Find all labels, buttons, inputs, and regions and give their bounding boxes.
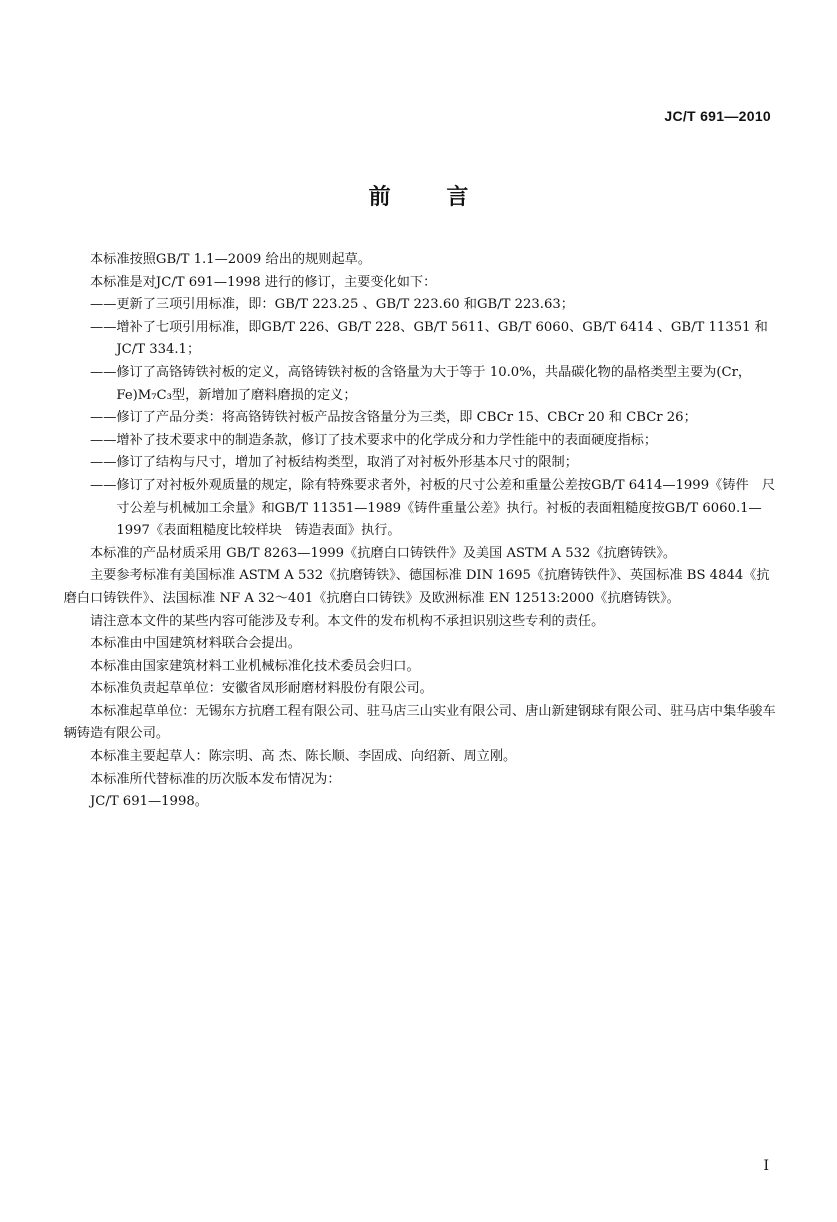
- change-item-structure: ——修订了结构与尺寸，增加了衬板结构类型，取消了对衬板外形基本尺寸的限制；: [90, 455, 578, 471]
- paragraph-drafting-units: 本标准起草单位：无锡东方抗磨工程有限公司、驻马店三山实业有限公司、唐山新建钢球有限公司、驻马店中集华骏车辆铸造有限公司。: [63, 703, 776, 742]
- standard-code: JC/T 691—2010: [664, 108, 771, 124]
- paragraph-patent-notice: 请注意本文件的某些内容可能涉及专利。本文件的发布机构不承担识别这些专利的责任。: [90, 613, 605, 629]
- paragraph-technical-committee: 本标准由国家建筑材料工业机械标准化技术委员会归口。: [90, 658, 420, 674]
- paragraph-lead-drafter: 本标准负责起草单位：安徽省凤形耐磨材料股份有限公司。: [90, 681, 433, 697]
- change-item-appearance: ——修订了对衬板外观质量的规定，除有特殊要求者外，衬板的尺寸公差和重量公差按GB/T 6414—1999《铸件 尺寸公差与机械加工余量》和GB/T 11351—1989《铸件重量公差》执行。衬板的表面粗糙度按GB/T 6060.1—1997《表面粗糙度比较样块 铸造表面》执行。: [90, 477, 776, 539]
- document-body: [63, 249, 782, 814]
- paragraph-drafters: 本标准主要起草人：陈宗明、高 杰、陈长顺、李固成、向绍新、周立刚。: [90, 749, 517, 765]
- change-item-definition: ——修订了高铬铸铁衬板的定义，高铬铸铁衬板的含铬量为大于等于 10.0%，共晶碳化物的晶格类型主要为(Cr，Fe)M₇C₃型，新增加了磨料磨损的定义；: [90, 364, 752, 403]
- paragraph-proposer: 本标准由中国建筑材料联合会提出。: [90, 636, 301, 652]
- paragraph-reference-standards: 主要参考标准有美国标准 ASTM A 532《抗磨铸铁》、德国标准 DIN 1695《抗磨铸铁件》、英国标准 BS 4844《抗磨白口铸铁件》、法国标准 NF A 32～401《抗磨白口铸铁》及欧洲标准 EN 12513:2000《抗磨铸铁》。: [63, 568, 770, 606]
- change-item-technical-requirements: ——增补了技术要求中的制造条款，修订了技术要求中的化学成分和力学性能中的表面硬度指标；: [90, 432, 658, 448]
- change-item-classification: ——修订了产品分类：将高铬铸铁衬板产品按含铬量分为三类，即 CBCr 15、CBCr 20 和 CBCr 26；: [90, 410, 697, 426]
- page-title: 前 言: [368, 184, 493, 210]
- paragraph-material: 本标准的产品材质采用 GB/T 8263—1999《抗磨白口铸铁件》及美国 ASTM A 532《抗磨铸铁》。: [90, 545, 677, 561]
- paragraph-revision-intro: 本标准是对JC/T 691—1998 进行的修订，主要变化如下：: [90, 274, 437, 290]
- paragraph-version-history: 本标准所代替标准的历次版本发布情况为：: [90, 771, 341, 787]
- paragraph-previous-version: JC/T 691—1998。: [90, 794, 208, 810]
- change-item-references-updated: ——更新了三项引用标准，即：GB/T 223.25 、GB/T 223.60 和GB/T 223.63；: [90, 297, 574, 313]
- paragraph-drafting-rules: 本标准按照GB/T 1.1—2009 给出的规则起草。: [90, 252, 372, 267]
- page-number: I: [763, 1158, 769, 1174]
- change-item-references-added: ——增补了七项引用标准，即GB/T 226、GB/T 228、GB/T 5611、GB/T 6060、GB/T 6414 、GB/T 11351 和JC/T 334.1；: [90, 319, 768, 358]
